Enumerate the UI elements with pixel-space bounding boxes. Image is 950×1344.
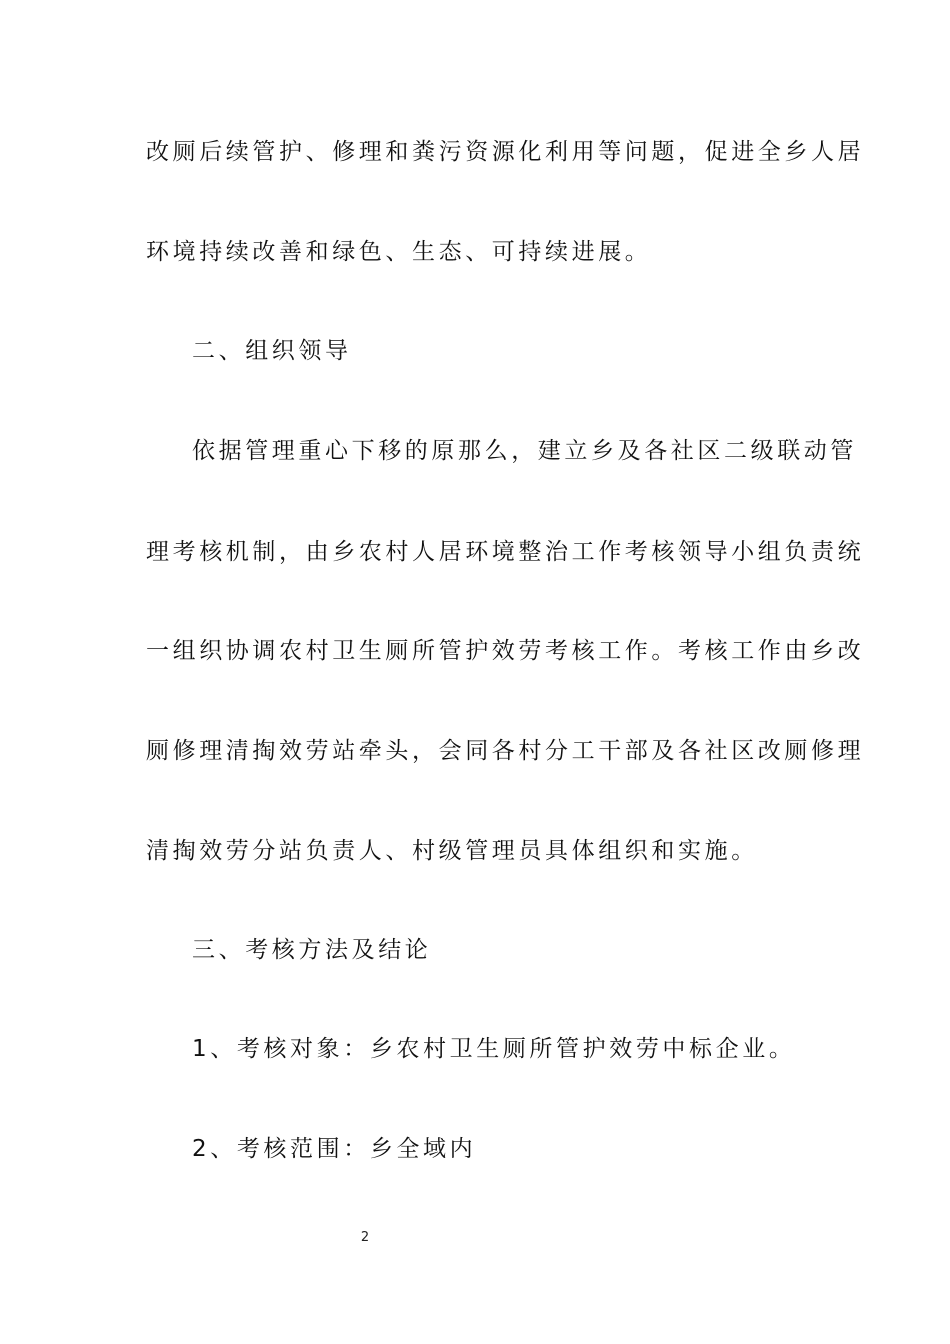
page-number: 2 [360,1230,370,1245]
paragraph-line: 改厕后续管护、修理和粪污资源化利用等问题，促进全乡人居 [146,139,865,165]
paragraph-line: 厕修理清掏效劳站牵头，会同各村分工干部及各社区改厕修理 [146,738,865,764]
paragraph-line: 清掏效劳分站负责人、村级管理员具体组织和实施。 [146,838,758,864]
list-item: 1、考核对象：乡农村卫生厕所管护效劳中标企业。 [192,1036,796,1062]
section-heading: 二、组织领导 [192,338,352,364]
section-heading: 三、考核方法及结论 [192,937,432,963]
paragraph-line: 环境持续改善和绿色、生态、可持续进展。 [146,239,652,265]
paragraph-line: 依据管理重心下移的原那么，建立乡及各社区二级联动管 [192,438,857,464]
list-item: 2、考核范围：乡全域内 [192,1136,477,1162]
paragraph-line: 理考核机制，由乡农村人居环境整治工作考核领导小组负责统 [146,539,865,565]
paragraph-line: 一组织协调农村卫生厕所管护效劳考核工作。考核工作由乡改 [146,638,865,664]
